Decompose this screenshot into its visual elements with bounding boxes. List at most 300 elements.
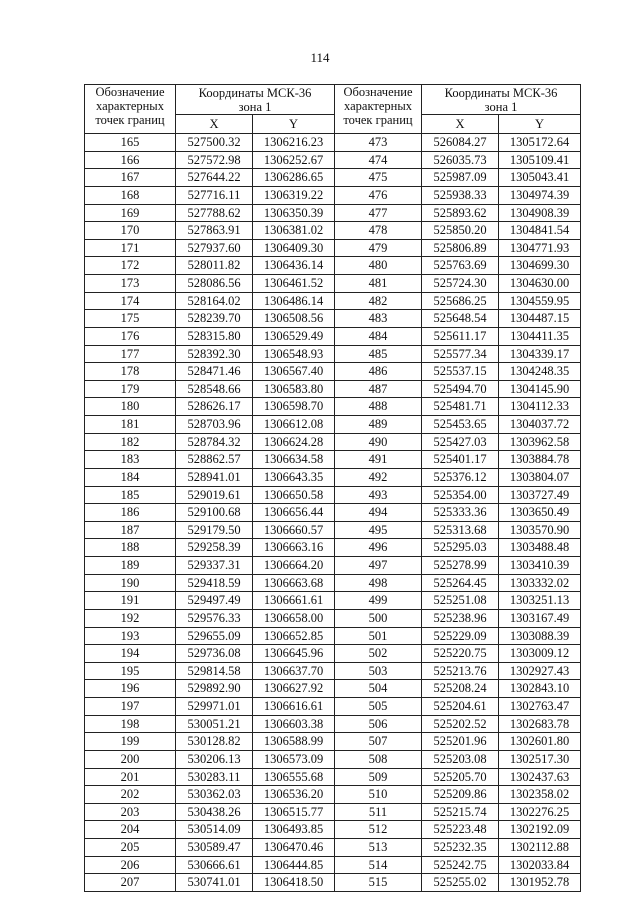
y-left: 1306663.16 bbox=[253, 539, 335, 557]
x-left: 530051.21 bbox=[176, 715, 253, 733]
point-number-left: 201 bbox=[85, 768, 176, 786]
x-right: 525850.20 bbox=[422, 222, 499, 240]
x-left: 529892.90 bbox=[176, 680, 253, 698]
point-number-right: 481 bbox=[335, 275, 422, 293]
x-left: 527863.91 bbox=[176, 222, 253, 240]
x-right: 525255.02 bbox=[422, 874, 499, 892]
x-left: 527788.62 bbox=[176, 204, 253, 222]
point-number-left: 174 bbox=[85, 292, 176, 310]
y-left: 1306583.80 bbox=[253, 380, 335, 398]
table-row bbox=[85, 239, 581, 257]
x-left: 530206.13 bbox=[176, 750, 253, 768]
point-number-right: 499 bbox=[335, 592, 422, 610]
table-row bbox=[85, 574, 581, 592]
x-left: 530514.09 bbox=[176, 821, 253, 839]
x-left: 528239.70 bbox=[176, 310, 253, 328]
y-right: 1304559.95 bbox=[499, 292, 581, 310]
point-number-left: 190 bbox=[85, 574, 176, 592]
header-point-designation-right: Обозначение характерных точек границ bbox=[335, 85, 422, 134]
y-left: 1306461.52 bbox=[253, 275, 335, 293]
y-right: 1301952.78 bbox=[499, 874, 581, 892]
y-right: 1302192.09 bbox=[499, 821, 581, 839]
y-right: 1302358.02 bbox=[499, 786, 581, 804]
point-number-left: 203 bbox=[85, 803, 176, 821]
point-number-right: 511 bbox=[335, 803, 422, 821]
table-row bbox=[85, 698, 581, 716]
point-number-left: 176 bbox=[85, 327, 176, 345]
x-left: 527937.60 bbox=[176, 239, 253, 257]
point-number-right: 503 bbox=[335, 662, 422, 680]
point-number-right: 508 bbox=[335, 750, 422, 768]
table-row bbox=[85, 222, 581, 240]
x-right: 525577.34 bbox=[422, 345, 499, 363]
point-number-left: 166 bbox=[85, 151, 176, 169]
y-right: 1302517.30 bbox=[499, 750, 581, 768]
y-right: 1303884.78 bbox=[499, 451, 581, 469]
y-right: 1303167.49 bbox=[499, 609, 581, 627]
y-right: 1302112.88 bbox=[499, 839, 581, 857]
point-number-right: 506 bbox=[335, 715, 422, 733]
x-left: 529814.58 bbox=[176, 662, 253, 680]
table-row bbox=[85, 134, 581, 152]
point-number-left: 205 bbox=[85, 839, 176, 857]
x-right: 526084.27 bbox=[422, 134, 499, 152]
x-right: 525208.24 bbox=[422, 680, 499, 698]
point-number-left: 198 bbox=[85, 715, 176, 733]
x-left: 528086.56 bbox=[176, 275, 253, 293]
point-number-left: 184 bbox=[85, 468, 176, 486]
y-right: 1304699.30 bbox=[499, 257, 581, 275]
point-number-right: 507 bbox=[335, 733, 422, 751]
y-left: 1306627.92 bbox=[253, 680, 335, 698]
x-left: 528703.96 bbox=[176, 416, 253, 434]
y-left: 1306548.93 bbox=[253, 345, 335, 363]
x-left: 528392.30 bbox=[176, 345, 253, 363]
x-left: 529497.49 bbox=[176, 592, 253, 610]
y-right: 1304339.17 bbox=[499, 345, 581, 363]
x-right: 525938.33 bbox=[422, 186, 499, 204]
y-left: 1306409.30 bbox=[253, 239, 335, 257]
table-row bbox=[85, 839, 581, 857]
x-left: 529655.09 bbox=[176, 627, 253, 645]
point-number-left: 185 bbox=[85, 486, 176, 504]
x-right: 525987.09 bbox=[422, 169, 499, 187]
point-number-right: 515 bbox=[335, 874, 422, 892]
point-number-left: 172 bbox=[85, 257, 176, 275]
point-number-left: 191 bbox=[85, 592, 176, 610]
x-left: 527716.11 bbox=[176, 186, 253, 204]
point-number-left: 180 bbox=[85, 398, 176, 416]
y-right: 1304037.72 bbox=[499, 416, 581, 434]
point-number-left: 167 bbox=[85, 169, 176, 187]
y-right: 1302843.10 bbox=[499, 680, 581, 698]
y-left: 1306508.56 bbox=[253, 310, 335, 328]
x-left: 529971.01 bbox=[176, 698, 253, 716]
point-number-right: 478 bbox=[335, 222, 422, 240]
x-right: 525427.03 bbox=[422, 433, 499, 451]
x-left: 529337.31 bbox=[176, 557, 253, 575]
y-left: 1306573.09 bbox=[253, 750, 335, 768]
x-left: 529019.61 bbox=[176, 486, 253, 504]
table-row bbox=[85, 821, 581, 839]
header-x-left: X bbox=[176, 115, 253, 134]
y-right: 1302763.47 bbox=[499, 698, 581, 716]
table-row bbox=[85, 627, 581, 645]
point-number-right: 482 bbox=[335, 292, 422, 310]
point-number-right: 500 bbox=[335, 609, 422, 627]
table-row bbox=[85, 557, 581, 575]
point-number-left: 202 bbox=[85, 786, 176, 804]
y-left: 1306664.20 bbox=[253, 557, 335, 575]
table-row bbox=[85, 874, 581, 892]
x-right: 525401.17 bbox=[422, 451, 499, 469]
y-left: 1306624.28 bbox=[253, 433, 335, 451]
point-number-left: 189 bbox=[85, 557, 176, 575]
header-coordinates-right: Координаты МСК-36 зона 1 bbox=[422, 85, 581, 115]
point-number-left: 173 bbox=[85, 275, 176, 293]
y-right: 1303410.39 bbox=[499, 557, 581, 575]
x-right: 525242.75 bbox=[422, 856, 499, 874]
y-left: 1306661.61 bbox=[253, 592, 335, 610]
y-right: 1303488.48 bbox=[499, 539, 581, 557]
y-left: 1306486.14 bbox=[253, 292, 335, 310]
point-number-right: 513 bbox=[335, 839, 422, 857]
point-number-right: 489 bbox=[335, 416, 422, 434]
point-number-left: 200 bbox=[85, 750, 176, 768]
x-left: 528164.02 bbox=[176, 292, 253, 310]
x-right: 525229.09 bbox=[422, 627, 499, 645]
table-row bbox=[85, 609, 581, 627]
point-number-left: 169 bbox=[85, 204, 176, 222]
point-number-left: 199 bbox=[85, 733, 176, 751]
table-row bbox=[85, 257, 581, 275]
y-left: 1306663.68 bbox=[253, 574, 335, 592]
y-right: 1302033.84 bbox=[499, 856, 581, 874]
y-right: 1302683.78 bbox=[499, 715, 581, 733]
point-number-right: 505 bbox=[335, 698, 422, 716]
point-number-right: 495 bbox=[335, 521, 422, 539]
x-right: 525686.25 bbox=[422, 292, 499, 310]
x-right: 525264.45 bbox=[422, 574, 499, 592]
x-right: 525648.54 bbox=[422, 310, 499, 328]
y-left: 1306588.99 bbox=[253, 733, 335, 751]
point-number-right: 490 bbox=[335, 433, 422, 451]
y-right: 1303332.02 bbox=[499, 574, 581, 592]
x-left: 530741.01 bbox=[176, 874, 253, 892]
point-number-right: 491 bbox=[335, 451, 422, 469]
table-row bbox=[85, 486, 581, 504]
y-right: 1302927.43 bbox=[499, 662, 581, 680]
point-number-right: 514 bbox=[335, 856, 422, 874]
table-row bbox=[85, 363, 581, 381]
y-right: 1302601.80 bbox=[499, 733, 581, 751]
y-right: 1304841.54 bbox=[499, 222, 581, 240]
table-row bbox=[85, 786, 581, 804]
x-left: 529179.50 bbox=[176, 521, 253, 539]
point-number-left: 195 bbox=[85, 662, 176, 680]
y-right: 1304248.35 bbox=[499, 363, 581, 381]
y-right: 1304908.39 bbox=[499, 204, 581, 222]
point-number-right: 483 bbox=[335, 310, 422, 328]
x-right: 525232.35 bbox=[422, 839, 499, 857]
point-number-right: 485 bbox=[335, 345, 422, 363]
point-number-left: 170 bbox=[85, 222, 176, 240]
y-left: 1306515.77 bbox=[253, 803, 335, 821]
x-left: 530128.82 bbox=[176, 733, 253, 751]
x-left: 527644.22 bbox=[176, 169, 253, 187]
header-coordinates-left: Координаты МСК-36 зона 1 bbox=[176, 85, 335, 115]
x-right: 525724.30 bbox=[422, 275, 499, 293]
point-number-right: 501 bbox=[335, 627, 422, 645]
x-left: 529100.68 bbox=[176, 504, 253, 522]
y-left: 1306216.23 bbox=[253, 134, 335, 152]
y-left: 1306567.40 bbox=[253, 363, 335, 381]
x-right: 525481.71 bbox=[422, 398, 499, 416]
table-row bbox=[85, 169, 581, 187]
point-number-left: 178 bbox=[85, 363, 176, 381]
header-point-designation-left: Обозначение характерных точек границ bbox=[85, 85, 176, 134]
x-right: 526035.73 bbox=[422, 151, 499, 169]
x-right: 525203.08 bbox=[422, 750, 499, 768]
y-right: 1302276.25 bbox=[499, 803, 581, 821]
table-row bbox=[85, 398, 581, 416]
table-row bbox=[85, 856, 581, 874]
point-number-right: 512 bbox=[335, 821, 422, 839]
x-right: 525251.08 bbox=[422, 592, 499, 610]
y-left: 1306656.44 bbox=[253, 504, 335, 522]
table-row bbox=[85, 768, 581, 786]
table-row bbox=[85, 151, 581, 169]
x-left: 528862.57 bbox=[176, 451, 253, 469]
x-left: 529736.08 bbox=[176, 645, 253, 663]
x-right: 525209.86 bbox=[422, 786, 499, 804]
point-number-left: 182 bbox=[85, 433, 176, 451]
y-right: 1303570.90 bbox=[499, 521, 581, 539]
y-right: 1305109.41 bbox=[499, 151, 581, 169]
table-row bbox=[85, 645, 581, 663]
y-right: 1304974.39 bbox=[499, 186, 581, 204]
y-right: 1303727.49 bbox=[499, 486, 581, 504]
x-right: 525223.48 bbox=[422, 821, 499, 839]
x-right: 525278.99 bbox=[422, 557, 499, 575]
y-left: 1306319.22 bbox=[253, 186, 335, 204]
header-y-left: Y bbox=[253, 115, 335, 134]
y-left: 1306493.85 bbox=[253, 821, 335, 839]
x-left: 528011.82 bbox=[176, 257, 253, 275]
x-left: 528471.46 bbox=[176, 363, 253, 381]
table-row bbox=[85, 186, 581, 204]
x-left: 528548.66 bbox=[176, 380, 253, 398]
y-left: 1306634.58 bbox=[253, 451, 335, 469]
x-right: 525201.96 bbox=[422, 733, 499, 751]
header-x-right: X bbox=[422, 115, 499, 134]
point-number-right: 473 bbox=[335, 134, 422, 152]
point-number-left: 192 bbox=[85, 609, 176, 627]
y-left: 1306470.46 bbox=[253, 839, 335, 857]
point-number-right: 487 bbox=[335, 380, 422, 398]
y-left: 1306603.38 bbox=[253, 715, 335, 733]
y-right: 1303251.13 bbox=[499, 592, 581, 610]
point-number-left: 168 bbox=[85, 186, 176, 204]
y-left: 1306637.70 bbox=[253, 662, 335, 680]
point-number-left: 187 bbox=[85, 521, 176, 539]
y-left: 1306616.61 bbox=[253, 698, 335, 716]
point-number-right: 498 bbox=[335, 574, 422, 592]
table-row bbox=[85, 433, 581, 451]
point-number-right: 492 bbox=[335, 468, 422, 486]
point-number-left: 181 bbox=[85, 416, 176, 434]
point-number-right: 504 bbox=[335, 680, 422, 698]
page-number: 114 bbox=[310, 50, 330, 65]
x-left: 530283.11 bbox=[176, 768, 253, 786]
y-right: 1303650.49 bbox=[499, 504, 581, 522]
point-number-left: 193 bbox=[85, 627, 176, 645]
y-left: 1306536.20 bbox=[253, 786, 335, 804]
table-row bbox=[85, 416, 581, 434]
x-right: 525611.17 bbox=[422, 327, 499, 345]
point-number-left: 183 bbox=[85, 451, 176, 469]
table-row bbox=[85, 345, 581, 363]
point-number-right: 509 bbox=[335, 768, 422, 786]
y-right: 1305043.41 bbox=[499, 169, 581, 187]
x-right: 525204.61 bbox=[422, 698, 499, 716]
x-right: 525763.69 bbox=[422, 257, 499, 275]
table-row bbox=[85, 468, 581, 486]
x-right: 525453.65 bbox=[422, 416, 499, 434]
point-number-right: 493 bbox=[335, 486, 422, 504]
x-right: 525376.12 bbox=[422, 468, 499, 486]
x-left: 528626.17 bbox=[176, 398, 253, 416]
table-row bbox=[85, 803, 581, 821]
point-number-left: 179 bbox=[85, 380, 176, 398]
x-right: 525893.62 bbox=[422, 204, 499, 222]
x-left: 530666.61 bbox=[176, 856, 253, 874]
point-number-left: 186 bbox=[85, 504, 176, 522]
y-left: 1306598.70 bbox=[253, 398, 335, 416]
y-right: 1303962.58 bbox=[499, 433, 581, 451]
coordinates-table bbox=[84, 84, 581, 892]
x-right: 525333.36 bbox=[422, 504, 499, 522]
x-right: 525220.75 bbox=[422, 645, 499, 663]
point-number-left: 196 bbox=[85, 680, 176, 698]
point-number-right: 497 bbox=[335, 557, 422, 575]
point-number-left: 177 bbox=[85, 345, 176, 363]
point-number-right: 474 bbox=[335, 151, 422, 169]
y-left: 1306555.68 bbox=[253, 768, 335, 786]
table-row bbox=[85, 275, 581, 293]
point-number-right: 480 bbox=[335, 257, 422, 275]
point-number-right: 476 bbox=[335, 186, 422, 204]
y-left: 1306350.39 bbox=[253, 204, 335, 222]
y-right: 1302437.63 bbox=[499, 768, 581, 786]
y-left: 1306436.14 bbox=[253, 257, 335, 275]
point-number-right: 488 bbox=[335, 398, 422, 416]
x-left: 530438.26 bbox=[176, 803, 253, 821]
x-right: 525238.96 bbox=[422, 609, 499, 627]
x-right: 525215.74 bbox=[422, 803, 499, 821]
point-number-right: 486 bbox=[335, 363, 422, 381]
y-left: 1306286.65 bbox=[253, 169, 335, 187]
table-row bbox=[85, 327, 581, 345]
y-right: 1304771.93 bbox=[499, 239, 581, 257]
header-y-right: Y bbox=[499, 115, 581, 134]
x-left: 527572.98 bbox=[176, 151, 253, 169]
y-left: 1306418.50 bbox=[253, 874, 335, 892]
table-row bbox=[85, 310, 581, 328]
y-left: 1306652.85 bbox=[253, 627, 335, 645]
point-number-left: 165 bbox=[85, 134, 176, 152]
table-row bbox=[85, 292, 581, 310]
table-row bbox=[85, 521, 581, 539]
x-right: 525295.03 bbox=[422, 539, 499, 557]
x-right: 525205.70 bbox=[422, 768, 499, 786]
x-right: 525494.70 bbox=[422, 380, 499, 398]
table-row bbox=[85, 733, 581, 751]
y-right: 1303009.12 bbox=[499, 645, 581, 663]
point-number-right: 477 bbox=[335, 204, 422, 222]
point-number-right: 479 bbox=[335, 239, 422, 257]
x-right: 525806.89 bbox=[422, 239, 499, 257]
y-left: 1306381.02 bbox=[253, 222, 335, 240]
point-number-right: 510 bbox=[335, 786, 422, 804]
table-row bbox=[85, 662, 581, 680]
point-number-left: 171 bbox=[85, 239, 176, 257]
table-row bbox=[85, 715, 581, 733]
point-number-left: 204 bbox=[85, 821, 176, 839]
table-row bbox=[85, 680, 581, 698]
y-left: 1306650.58 bbox=[253, 486, 335, 504]
x-left: 529258.39 bbox=[176, 539, 253, 557]
x-left: 528784.32 bbox=[176, 433, 253, 451]
point-number-right: 494 bbox=[335, 504, 422, 522]
table-row bbox=[85, 380, 581, 398]
table-row bbox=[85, 504, 581, 522]
table-header-row bbox=[85, 85, 581, 115]
x-right: 525313.68 bbox=[422, 521, 499, 539]
y-right: 1305172.64 bbox=[499, 134, 581, 152]
x-left: 530589.47 bbox=[176, 839, 253, 857]
point-number-left: 175 bbox=[85, 310, 176, 328]
point-number-left: 194 bbox=[85, 645, 176, 663]
x-left: 530362.03 bbox=[176, 786, 253, 804]
point-number-right: 496 bbox=[335, 539, 422, 557]
x-right: 525354.00 bbox=[422, 486, 499, 504]
x-left: 529418.59 bbox=[176, 574, 253, 592]
y-left: 1306660.57 bbox=[253, 521, 335, 539]
x-right: 525537.15 bbox=[422, 363, 499, 381]
y-left: 1306612.08 bbox=[253, 416, 335, 434]
y-left: 1306643.35 bbox=[253, 468, 335, 486]
table-row bbox=[85, 750, 581, 768]
y-left: 1306658.00 bbox=[253, 609, 335, 627]
x-left: 529576.33 bbox=[176, 609, 253, 627]
table-row bbox=[85, 539, 581, 557]
point-number-right: 502 bbox=[335, 645, 422, 663]
y-right: 1304487.15 bbox=[499, 310, 581, 328]
y-left: 1306444.85 bbox=[253, 856, 335, 874]
point-number-right: 484 bbox=[335, 327, 422, 345]
point-number-left: 188 bbox=[85, 539, 176, 557]
y-right: 1304112.33 bbox=[499, 398, 581, 416]
x-right: 525213.76 bbox=[422, 662, 499, 680]
point-number-right: 475 bbox=[335, 169, 422, 187]
point-number-left: 197 bbox=[85, 698, 176, 716]
table-row bbox=[85, 204, 581, 222]
x-right: 525202.52 bbox=[422, 715, 499, 733]
x-left: 527500.32 bbox=[176, 134, 253, 152]
point-number-left: 206 bbox=[85, 856, 176, 874]
table-row bbox=[85, 592, 581, 610]
